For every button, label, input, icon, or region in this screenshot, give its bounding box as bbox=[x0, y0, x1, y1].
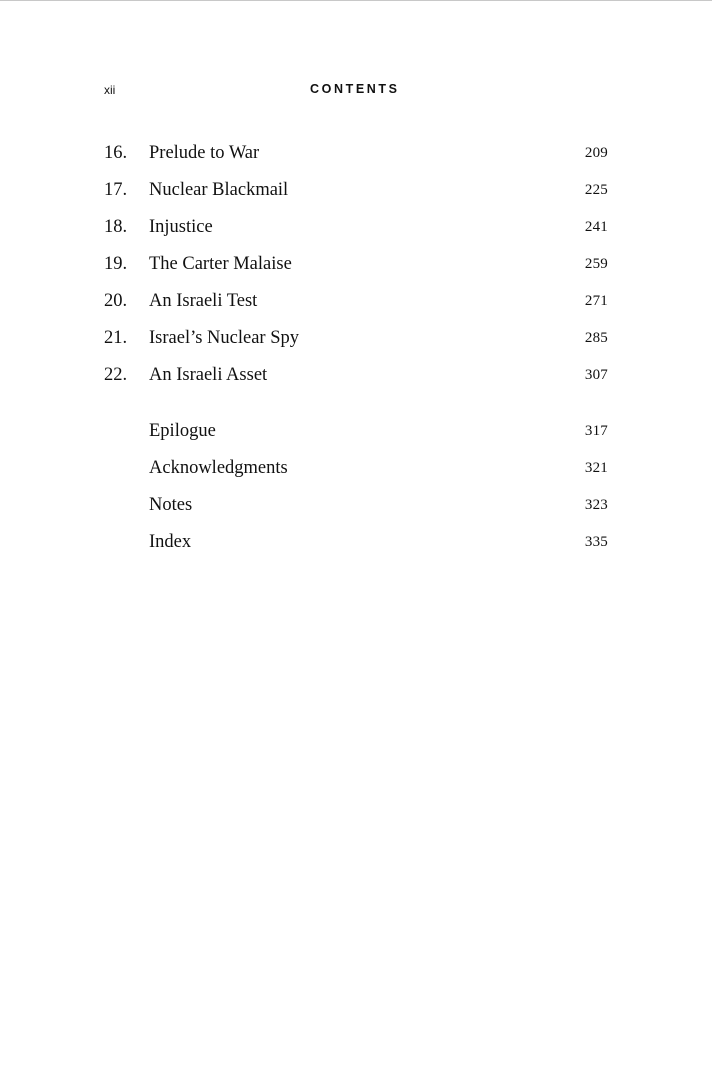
chapter-title: Prelude to War bbox=[149, 143, 260, 163]
chapter-page: 225 bbox=[584, 182, 608, 198]
toc-entry-acknowledgments bbox=[0, 454, 712, 482]
running-head: CONTENTS bbox=[310, 82, 400, 96]
chapter-page: 259 bbox=[584, 256, 608, 272]
toc-entry-chapter-20 bbox=[0, 287, 712, 315]
chapter-page: 285 bbox=[584, 330, 608, 346]
back-matter-title: Acknowledgments bbox=[149, 458, 288, 478]
chapter-number: 20. bbox=[104, 291, 128, 311]
chapter-page: 241 bbox=[584, 219, 608, 235]
toc-entry-chapter-22 bbox=[0, 361, 712, 389]
chapter-page: 271 bbox=[584, 293, 608, 309]
toc-entry-chapter-18 bbox=[0, 213, 712, 241]
back-matter-page: 321 bbox=[584, 460, 608, 476]
page-top-rule bbox=[0, 0, 712, 1]
back-matter-title: Epilogue bbox=[149, 421, 216, 441]
back-matter-page: 323 bbox=[584, 497, 608, 513]
page-number: xii bbox=[104, 83, 116, 97]
chapter-number: 22. bbox=[104, 365, 128, 385]
toc-entry-epilogue bbox=[0, 417, 712, 445]
chapter-title: The Carter Malaise bbox=[149, 254, 292, 274]
chapter-title: Nuclear Blackmail bbox=[149, 180, 289, 200]
back-matter-title: Notes bbox=[149, 495, 193, 515]
chapter-page: 209 bbox=[584, 145, 608, 161]
chapter-title: Injustice bbox=[149, 217, 213, 237]
chapter-title: An Israeli Asset bbox=[149, 365, 268, 385]
toc-entry-chapter-19 bbox=[0, 250, 712, 278]
chapter-title: Israel’s Nuclear Spy bbox=[149, 328, 300, 348]
toc-entry-chapter-17 bbox=[0, 176, 712, 204]
toc-entry-index bbox=[0, 528, 712, 556]
back-matter-page: 335 bbox=[584, 534, 608, 550]
chapter-title: An Israeli Test bbox=[149, 291, 258, 311]
chapter-number: 21. bbox=[104, 328, 128, 348]
back-matter-page: 317 bbox=[584, 423, 608, 439]
chapter-number: 18. bbox=[104, 217, 128, 237]
toc-entry-chapter-16 bbox=[0, 139, 712, 167]
page-header bbox=[0, 80, 712, 102]
toc-entry-chapter-21 bbox=[0, 324, 712, 352]
chapter-number: 16. bbox=[104, 143, 128, 163]
toc-entry-notes bbox=[0, 491, 712, 519]
chapter-number: 19. bbox=[104, 254, 128, 274]
chapter-number: 17. bbox=[104, 180, 128, 200]
back-matter-title: Index bbox=[149, 532, 192, 552]
chapter-page: 307 bbox=[584, 367, 608, 383]
